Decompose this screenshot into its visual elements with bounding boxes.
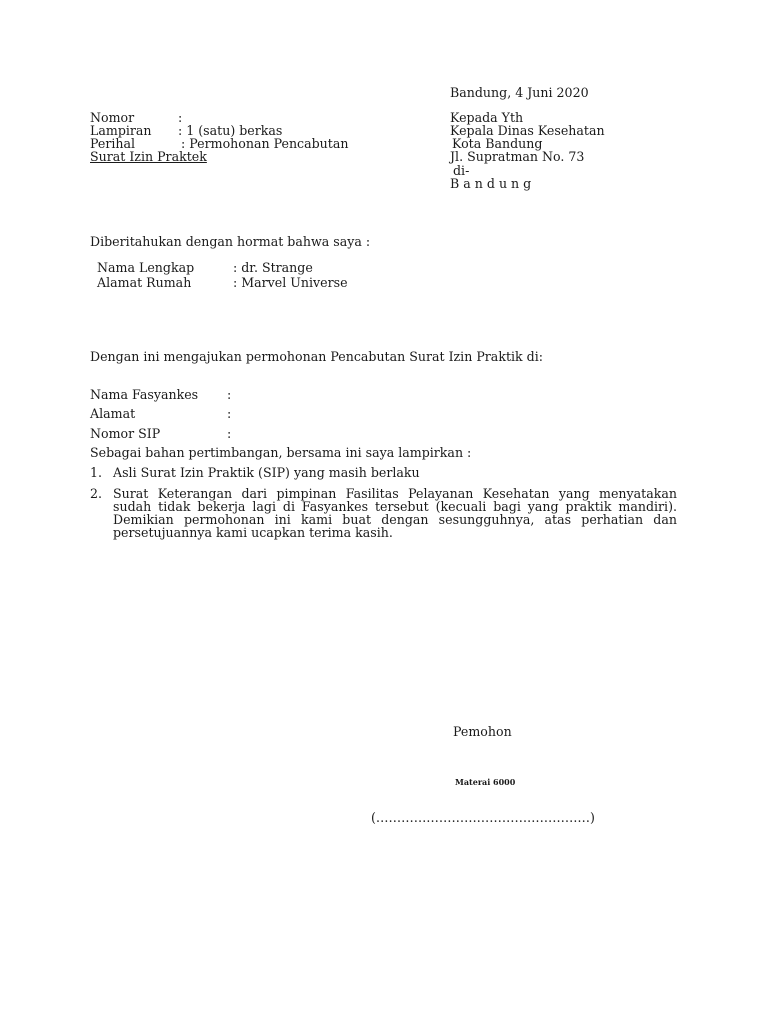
addressee-line-5: di- [453,163,470,178]
list-item-2-number: 2. [90,486,103,501]
nama-lengkap-label: Nama Lengkap [97,260,195,275]
addressee-line-4: Jl. Supratman No. 73 [450,149,585,164]
nomor-separator: : [178,110,183,125]
letter-date: Bandung, 4 Juni 2020 [450,85,589,100]
alamat-rumah-value: : Marvel Universe [233,275,348,290]
list-item-1-number: 1. [90,465,103,480]
closing-line-2: persetujuannya kami ucapkan terima kasih. [113,525,393,540]
alamat-fasyankes-label: Alamat [90,406,136,421]
fasyankes-separator: : [227,387,232,402]
perihal-value: : Permohonan Pencabutan [181,136,349,151]
perihal-label: Perihal [90,136,136,151]
intro-text: Diberitahukan dengan hormat bahwa saya : [90,234,371,249]
nama-lengkap-value: : dr. Strange [233,260,313,275]
alamat-fasyankes-separator: : [227,406,232,421]
nomor-sip-separator: : [227,426,232,441]
stamp-duty-note: Materai 6000 [455,777,516,787]
addressee-line-1: Kepada Yth [450,110,524,125]
attachment-intro: Sebagai bahan pertimbangan, bersama ini saya lampirkan : [90,445,472,460]
addressee-line-3: Kota Bandung [452,136,543,151]
request-text: Dengan ini mengajukan permohonan Pencabutan Surat Izin Praktik di: [90,349,544,364]
nomor-label: Nomor [90,110,135,125]
list-item-2-line-2: sudah tidak bekerja lagi di Fasyankes tersebut (kecuali bagi yang praktik mandiri). [113,499,677,514]
addressee-line-2: Kepala Dinas Kesehatan [450,123,605,138]
fasyankes-label: Nama Fasyankes [90,387,199,402]
alamat-rumah-label: Alamat Rumah [97,275,192,290]
lampiran-value: : 1 (satu) berkas [178,123,283,138]
nomor-sip-label: Nomor SIP [90,426,161,441]
addressee-city: B a n d u n g [450,176,532,191]
list-item-2-line-1: Surat Keterangan dari pimpinan Fasilitas Pelayanan Kesehatan yang menyatakan [113,486,677,501]
signature-line: (……………………………………………) [371,810,595,825]
lampiran-label: Lampiran [90,123,152,138]
perihal-continuation: Surat Izin Praktek [90,149,207,164]
signature-label: Pemohon [453,724,512,739]
closing-line-1: Demikian permohonan ini kami buat dengan sesungguhnya, atas perhatian dan [113,512,677,527]
list-item-1-text: Asli Surat Izin Praktik (SIP) yang masih berlaku [113,465,420,480]
